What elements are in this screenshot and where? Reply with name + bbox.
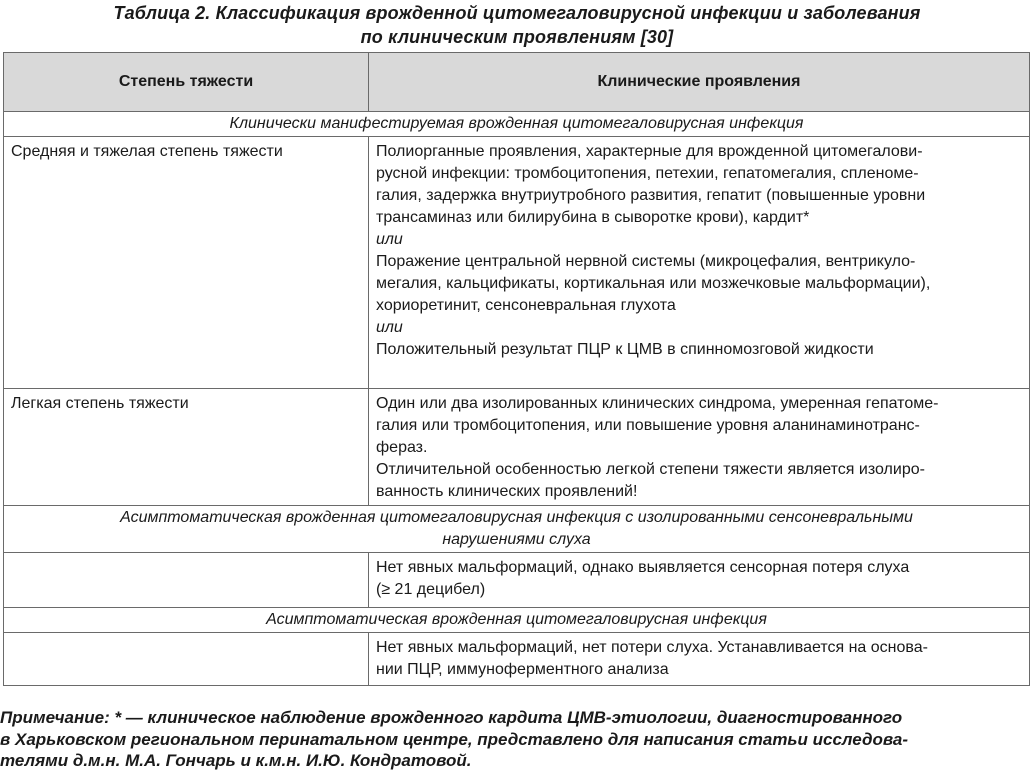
manifestations-cell [369, 137, 1030, 389]
manifestation-line: мегалия, кальцификаты, кортикальная или мозжечковые мальформации), [376, 275, 931, 292]
section-row [4, 506, 1030, 553]
severity-cell: Средняя и тяжелая степень тяжести [4, 137, 369, 389]
severity-cell: Легкая степень тяжести [4, 389, 369, 506]
manifestation-line: галия, задержка внутриутробного развития, гепатит (повышенные уровни [376, 187, 926, 204]
manifestations-cell [369, 633, 1030, 686]
manifestation-line: хориоретинит, сенсоневральная глухота [376, 297, 676, 314]
manifestation-line: русной инфекции: тромбоцитопения, петехии, гепатомегалия, спленоме- [376, 165, 919, 182]
or-separator: или [376, 231, 403, 248]
manifestations-cell [369, 553, 1030, 608]
manifestation-line: Отличительной особенностью легкой степени тяжести является изолиро- [376, 461, 925, 478]
manifestation-line: Полиорганные проявления, характерные для врожденной цитомегалови- [376, 143, 923, 160]
manifestation-line: Нет явных мальформаций, однако выявляется сенсорная потеря слуха [376, 559, 910, 576]
table-row [4, 137, 1030, 389]
manifestation-line: Поражение центральной нервной системы (микроцефалия, вентрикуло- [376, 253, 916, 270]
section-line-2: нарушениями слуха [442, 531, 591, 548]
table-caption [0, 1, 1034, 49]
section-asymptomatic: Асимптоматическая врожденная цитомегаловирусная инфекция [4, 608, 1030, 633]
classification-table [3, 52, 1030, 686]
manifestation-line: трансаминаз или билирубина в сыворотке крови), кардит* [376, 209, 810, 226]
manifestation-line: Нет явных мальформаций, нет потери слуха. Устанавливается на основа- [376, 639, 928, 656]
manifestation-line: (≥ 21 децибел) [376, 581, 486, 598]
manifestation-line: Один или два изолированных клинических синдрома, умеренная гепатоме- [376, 395, 939, 412]
manifestation-line: ванность клинических проявлений! [376, 483, 638, 500]
section-row [4, 608, 1030, 633]
manifestation-line: нии ПЦР, иммуноферментного анализа [376, 661, 669, 678]
section-row [4, 112, 1030, 137]
table-row [4, 633, 1030, 686]
caption-line-1: Таблица 2. Классификация врожденной цитомегаловирусной инфекции и заболевания [113, 3, 921, 23]
section-manifest-infection: Клинически манифестируемая врожденная цитомегаловирусная инфекция [4, 112, 1030, 137]
severity-cell [4, 633, 369, 686]
caption-line-2: по клиническим проявлениям [30] [360, 27, 674, 47]
footnote-line-2: в Харьковском региональном перинатальном центре, представлено для написания статьи исследова- [0, 729, 908, 749]
manifestation-line: Положительный результат ПЦР к ЦМВ в спинномозговой жидкости [376, 341, 874, 358]
section-line-1: Асимптоматическая врожденная цитомегаловирусная инфекция с изолированными сенсоневральными [120, 509, 913, 526]
table-row [4, 389, 1030, 506]
or-separator: или [376, 319, 403, 336]
footnote-line-3: телями д.м.н. М.А. Гончарь и к.м.н. И.Ю. Кондратовой. [0, 751, 472, 770]
header-row [4, 53, 1030, 112]
manifestation-line: галия или тромбоцитопения, или повышение уровня аланинаминотранс- [376, 417, 920, 434]
section-asymptomatic-hearing [4, 506, 1030, 553]
severity-cell [4, 553, 369, 608]
header-severity: Степень тяжести [4, 53, 369, 112]
table-row [4, 553, 1030, 608]
manifestations-cell [369, 389, 1030, 506]
footnote [0, 707, 1034, 772]
header-manifestations: Клинические проявления [369, 53, 1030, 112]
manifestation-line: фераз. [376, 439, 428, 456]
footnote-line-1: Примечание: * — клиническое наблюдение врожденного кардита ЦМВ-этиологии, диагностированного [0, 708, 903, 727]
